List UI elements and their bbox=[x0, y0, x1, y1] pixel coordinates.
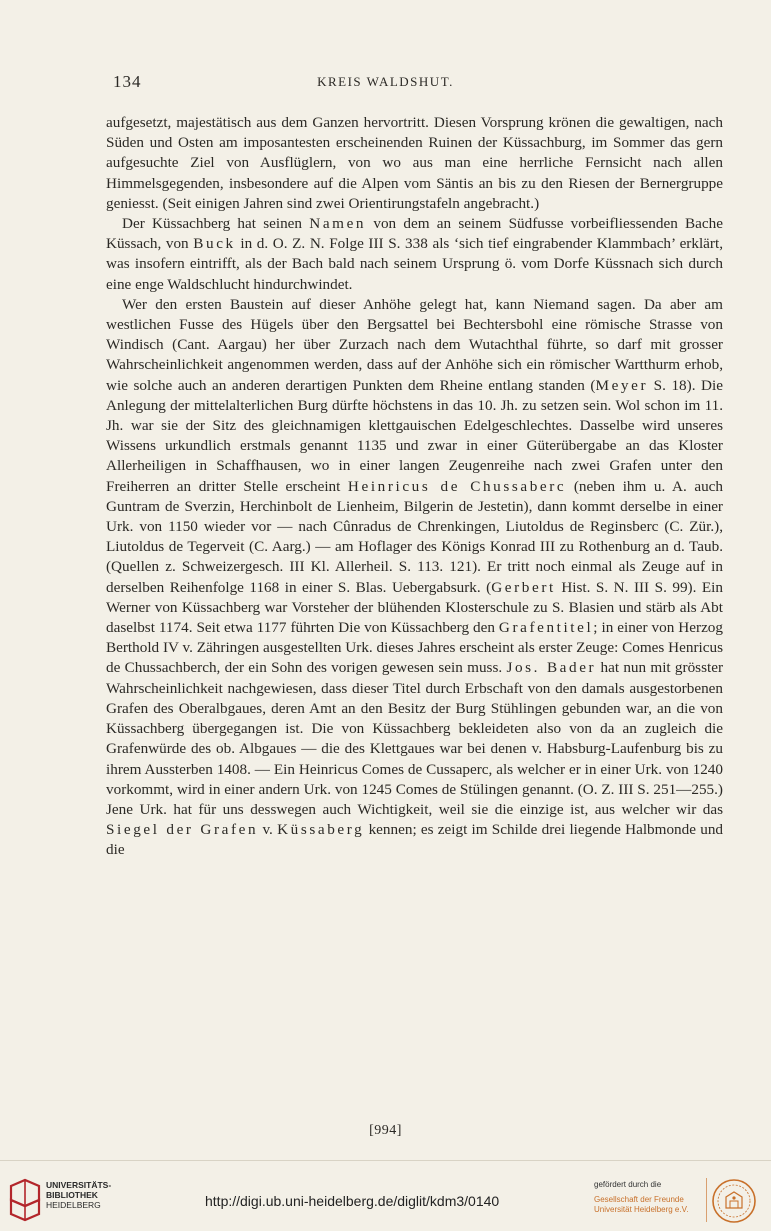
text-run: aufgesetzt, majestätisch aus dem Ganzen hervortritt. Diesen Vorsprung krönen die gewaltigen, nach Süden und Osten am imposantesten erscheinenden Ruinen der Küssachburg, im Sommer das gern aufgesuchte Ziel von Ausflüglern, von wo aus man eine herrliche Fernsicht nach allen Himmelsgegenden, insbesondere auf die Alpen vom Säntis an bis zu den Riesen der Bernergruppe geniesst. (Seit einigen Jahren sind zwei Orientirungstafeln angebracht.) bbox=[106, 114, 723, 212]
spaced-emphasis: Grafentitel bbox=[498, 619, 594, 637]
spaced-emphasis: Küssaberg bbox=[277, 821, 365, 839]
text-run: ; in einer von Herzog Berthold IV v. Zähringen ausgestellten Urk. dieses Jahres erscheint als erster Zeuge: Comes Henricus de Chussachberch, der ein Sohn des vorigen gewesen sein muss. bbox=[106, 619, 723, 677]
library-name-line-1: UNIVERSITÄTS- bbox=[46, 1180, 112, 1190]
text-run: kennen; es zeigt im Schilde drei liegende Halbmonde und die bbox=[106, 821, 724, 859]
text-run: Wer den ersten Baustein auf dieser Anhöhe gelegt hat, kann Niemand sagen. Da aber am westlichen Fusse des Hügels über den Bergsattel bei Bechtersbohl eine römische Strasse von Windisch (Cant. Aargau) her über Zurzach nach dem Wutachthal führte, so darf mit grosser Wahrscheinlichkeit angenommen werden, dass auf der Anhöhe sich ein römischer Wartthurm erhob, wie solche auch an anderen derartigen Punkten dem Rheine entlang standen ( bbox=[106, 295, 723, 394]
spaced-emphasis: Namen bbox=[309, 215, 367, 233]
text-run: von dem an seinem Südfusse vorbeifliessenden Bache Küssach, von bbox=[106, 215, 723, 253]
sponsor-divider bbox=[706, 1178, 707, 1222]
running-title: KREIS WALDSHUT. bbox=[317, 74, 454, 89]
text-run: Der Küssachberg hat seinen bbox=[122, 215, 310, 233]
spaced-emphasis: Buck bbox=[193, 235, 236, 253]
page-header bbox=[0, 72, 771, 92]
text-run: v. bbox=[258, 821, 278, 839]
spaced-emphasis: Meyer bbox=[595, 376, 649, 394]
text-run: hat nun mit grösster Wahrscheinlichkeit nachgewiesen, dass dieser Titel durch Erbschaft von den damals ausgestorbenen Grafen des Oberalbgaues, deren Amt an den Besitz der Burg Stühlingen gebunden war, an die von Küssachberg übergegangen ist. Die von Küssachberg bekleideten also von da an zugleich die Grafenwürde des ob. Albgaues — die des Klettgaues war bei denen v. Habsburg-Laufenburg bis zu ihrem Aussterben 1408. — Ein Heinricus Comes de Cussaperc, als welcher er in einer Urk. von 1240 vorkommt, wird in einer andern Urk. von 1245 Comes de Stülingen genannt. (O. Z. III S. 251—255.) Jene Urk. hat für uns desswegen auch Wichtigkeit, weil sie die einzige ist, aus welcher wir das bbox=[106, 659, 724, 818]
spaced-emphasis: Heinricus de Chussaberc bbox=[347, 477, 567, 495]
library-name-line-3: HEIDELBERG bbox=[46, 1200, 101, 1210]
paragraph-2 bbox=[106, 214, 723, 295]
page-number: 134 bbox=[113, 72, 142, 91]
sponsor-name-line-2: Universität Heidelberg e.V. bbox=[594, 1205, 689, 1214]
library-name-line-2: BIBLIOTHEK bbox=[46, 1190, 98, 1200]
text-run: in d. O. Z. N. Folge III S. 338 als ‘sich tief eingrabender Klammbach’ erklärt, was insofern eintrifft, als der Bach bald nach seinem Ursprung ö. vom Dorfe Küssnach sich durch eine enge Waldschlucht hindurchwindet. bbox=[106, 235, 723, 293]
body-text bbox=[106, 113, 723, 861]
spaced-emphasis: Jos. Bader bbox=[506, 659, 597, 677]
text-run: (neben ihm u. A. auch Guntram de Sverzin, Herchinbolt de Lienheim, Bilgerin de Jestetin), dann kommt derselbe in einer Urk. von 1150 wieder vor — nach Cûnradus de Chrenkingen, Liutoldus de Reginsberc (C. Zür.), Liutoldus de Tegerveit (C. Aarg.) — am Hoflager des Königs Konrad III zu Rothenburg an d. Taub. (Quellen z. Schweizergesch. III Kl. Allerheil. S. 113. 121). Er tritt noch einmal als Zeuge auf in derselben Reihenfolge 1168 in einer S. Blas. Uebergabsurk. ( bbox=[106, 477, 723, 596]
sponsor-name-line-1: Gesellschaft der Freunde bbox=[594, 1195, 684, 1204]
spaced-emphasis: Siegel der Grafen bbox=[106, 821, 259, 839]
text-run: Hist. S. N. III S. 99). Ein Werner von Küssachberg war Vorsteher der blühenden Klosterschule zu S. Blasien und stärb als Abt daselbst 1174. Seit etwa 1177 führten Die von Küssachberg den bbox=[106, 578, 723, 637]
permalink-url[interactable]: http://digi.ub.uni-heidelberg.de/diglit/kdm3/0140 bbox=[205, 1193, 500, 1209]
spaced-emphasis: Gerbert bbox=[491, 578, 556, 596]
library-name bbox=[46, 1180, 111, 1210]
footer-divider bbox=[0, 1160, 771, 1161]
paragraph-1 bbox=[106, 113, 723, 214]
sponsor-prefix: gefördert durch die bbox=[594, 1180, 662, 1189]
digitization-footer bbox=[0, 1160, 771, 1231]
signature-mark: [994] bbox=[369, 1123, 402, 1138]
university-seal-icon bbox=[711, 1178, 757, 1224]
text-run: S. 18). Die Anlegung der mittelalterlichen Burg dürfte höchstens in das 10. Jh. zu setzen sein. Wol schon im 11. Jh. war sie der Sitz des gleichnamigen klettgauischen Edelgeschlechtes. Dasselbe wird unseres Wissens urkundlich erstmals genannt 1135 und zwar in einer Güterübergabe an das Kloster Allerheiligen in Schaffhausen, wo in einer langen Zeugenreihe nach zwei Grafen unter den Freiherren an dritter Stelle erscheint bbox=[106, 376, 723, 495]
paragraph-3 bbox=[106, 295, 723, 861]
sponsor-name[interactable] bbox=[594, 1195, 688, 1215]
library-logo-icon[interactable] bbox=[8, 1178, 42, 1222]
